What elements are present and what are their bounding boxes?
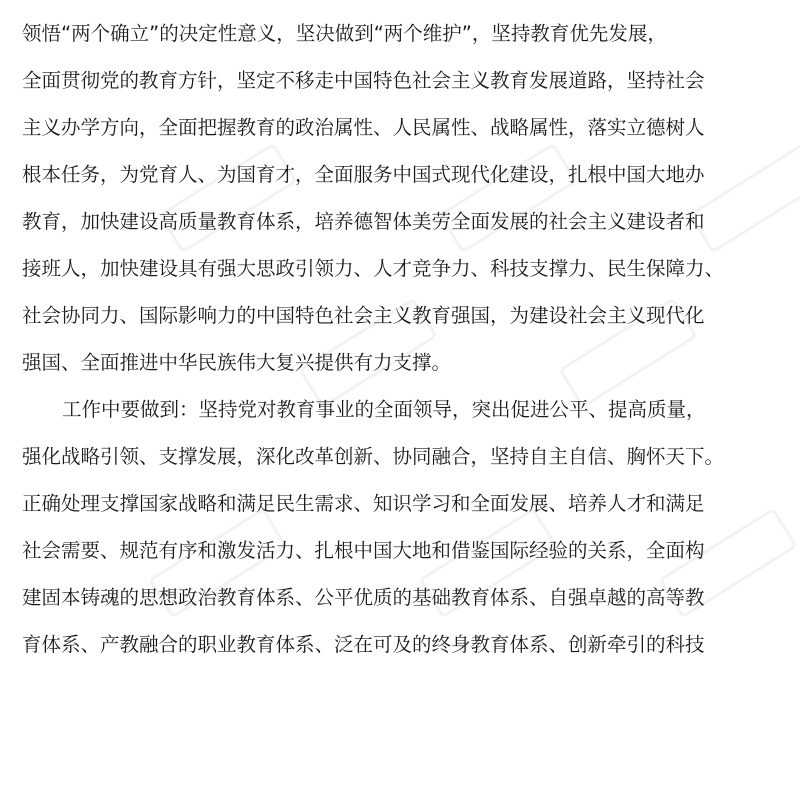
text-line: 接班人，加快建设具有强大思政引领力、人才竞争力、科技支撑力、民生保障力、 [22,257,725,280]
paragraph-start-line: 工作中要做到：坚持党对教育事业的全面领导，突出促进公平、提高质量， [62,398,706,421]
text-line: 主义办学方向，全面把握教育的政治属性、人民属性、战略属性，落实立德树人 [22,116,705,139]
text-line: 领悟“两个确立”的决定性意义，坚决做到“两个维护”，坚持教育优先发展， [22,22,667,45]
text-line: 教育，加快建设高质量教育体系，培养德智体美劳全面发展的社会主义建设者和 [22,210,705,233]
text-line: 强化战略引领、支撑发展，深化改革创新、协同融合，坚持自主自信、胸怀天下。 [22,445,725,468]
text-line: 社会协同力、国际影响力的中国特色社会主义教育强国，为建设社会主义现代化 [22,304,705,327]
text-line: 建固本铸魂的思想政治教育体系、公平优质的基础教育体系、自强卓越的高等教 [22,586,705,609]
text-line: 全面贯彻党的教育方针，坚定不移走中国特色社会主义教育发展道路，坚持社会 [22,69,705,92]
text-line: 社会需要、规范有序和激发活力、扎根中国大地和借鉴国际经验的关系，全面构 [22,539,705,562]
text-line: 根本任务，为党育人、为国育才，全面服务中国式现代化建设，扎根中国大地办 [22,163,705,186]
text-line: 正确处理支撑国家战略和满足民生需求、知识学习和全面发展、培养人才和满足 [22,492,705,515]
text-line: 强国、全面推进中华民族伟大复兴提供有力支撑。 [22,351,452,374]
body-text [22,0,782,668]
text-line: 育体系、产教融合的职业教育体系、泛在可及的终身教育体系、创新牵引的科技 [22,633,705,656]
text-line [22,0,782,10]
